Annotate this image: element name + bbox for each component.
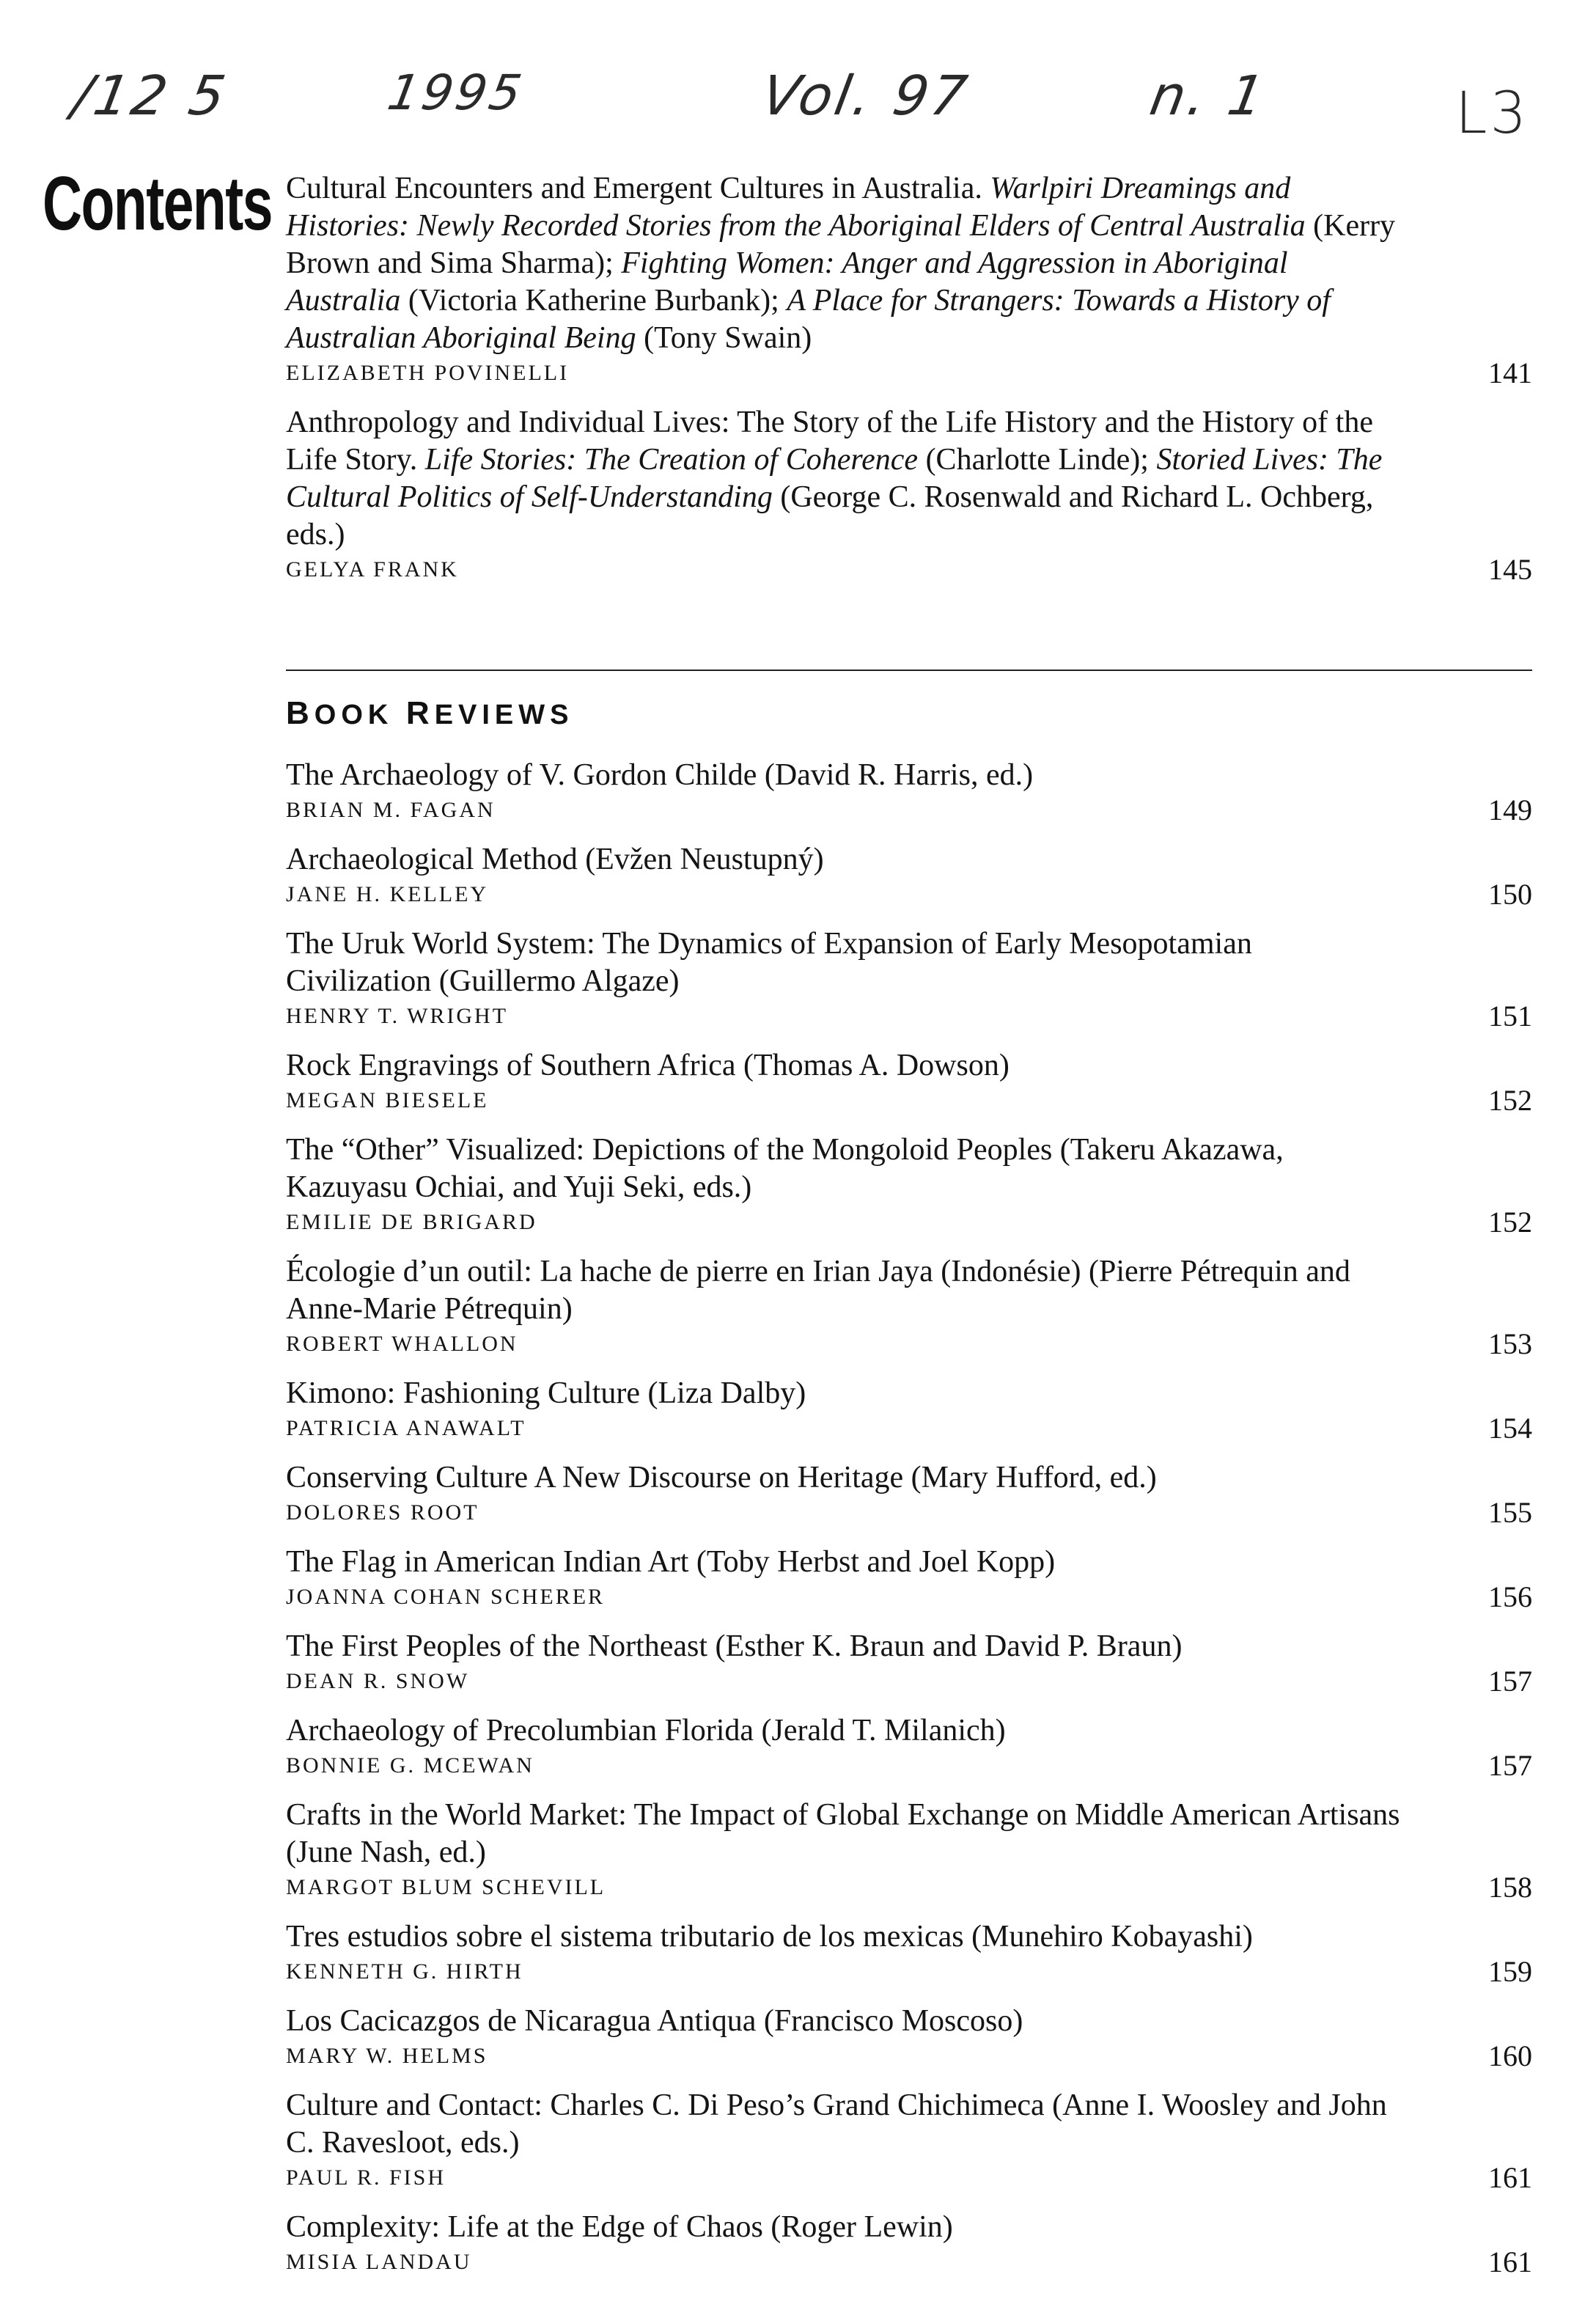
toc-entry: [286, 757, 1532, 825]
entry-page-number: 157: [1488, 1749, 1532, 1782]
entry-title: The “Other” Visualized: Depictions of the Mongoloid Peoples (Takeru Akazawa, Kazuyasu Ochiai, and Yuji Seki, eds.): [286, 1133, 1284, 1204]
entry-reviewer: MISIA LANDAU: [286, 2250, 472, 2274]
featured-essays: [286, 170, 1532, 601]
entry-reviewer: PATRICIA ANAWALT: [286, 1416, 526, 1440]
entry-title: The Archaeology of V. Gordon Childe (David R. Harris, ed.): [286, 758, 1034, 792]
entry-page-number: 158: [1488, 1871, 1532, 1904]
toc-entry: [286, 1628, 1532, 1696]
entry-title-italic-part: Life Stories: The Creation of Coherence: [424, 443, 919, 477]
toc-entry: [286, 1544, 1532, 1612]
entry-reviewer: ROBERT WHALLON: [286, 1332, 518, 1356]
entry-title: [286, 404, 1400, 554]
entry-title-part: Anthropology and Individual Lives: The Story of the Life History and the History of the Life Story.: [286, 406, 1373, 477]
entry-title: Los Cacicazgos de Nicaragua Antiqua (Francisco Moscoso): [286, 2004, 1023, 2038]
entry-reviewer: BONNIE G. MCEWAN: [286, 1753, 534, 1778]
book-reviews-heading-initial-1: B: [286, 695, 315, 731]
toc-entry: [286, 1132, 1532, 1237]
toc-entry: [286, 2087, 1532, 2193]
entry-page-number: 157: [1488, 1665, 1532, 1698]
toc-entry: [286, 841, 1532, 909]
entry-reviewer: JANE H. KELLEY: [286, 882, 489, 906]
handwritten-note-year: 1995: [383, 65, 529, 121]
entry-page-number: 152: [1488, 1206, 1532, 1239]
entry-page-number: 154: [1488, 1412, 1532, 1445]
entry-title: Écologie d’un outil: La hache de pierre en Irian Jaya (Indonésie) (Pierre Pétrequin and Anne-Marie Pétrequin): [286, 1255, 1350, 1326]
entry-reviewer: MEGAN BIESELE: [286, 1088, 489, 1112]
section-divider: [286, 670, 1532, 671]
handwritten-note-code: L3: [1455, 81, 1530, 147]
book-reviews-list: [286, 757, 1532, 2293]
entry-reviewer: MARY W. HELMS: [286, 2044, 488, 2068]
entry-title: Archaeology of Precolumbian Florida (Jerald T. Milanich): [286, 1714, 1006, 1747]
entry-reviewer: PAUL R. FISH: [286, 2165, 446, 2190]
toc-entry: [286, 404, 1532, 584]
entry-reviewer: DEAN R. SNOW: [286, 1669, 470, 1693]
book-reviews-heading-rest-2: EVIEWS: [434, 700, 574, 730]
entry-title: Tres estudios sobre el sistema tributario de los mexicas (Munehiro Kobayashi): [286, 1920, 1253, 1954]
entry-title-part: (Kerry Brown and Sima Sharma);: [286, 209, 1396, 280]
toc-entry: [286, 1797, 1532, 1902]
entry-reviewer: DOLORES ROOT: [286, 1500, 479, 1525]
entry-title-italic-part: Storied Lives: The Cultural Politics of Self-Understanding: [286, 443, 1383, 514]
toc-entry: [286, 1253, 1532, 1359]
entry-title: Complexity: Life at the Edge of Chaos (Roger Lewin): [286, 2210, 953, 2244]
entry-reviewer: ELIZABETH POVINELLI: [286, 361, 570, 385]
book-reviews-heading-rest-1: OOK: [314, 700, 406, 730]
entry-title-italic-part: A Place for Strangers: Towards a History of Australian Aboriginal Being: [286, 284, 1331, 355]
entry-page-number: 160: [1488, 2039, 1532, 2072]
entry-title: Crafts in the World Market: The Impact of Global Exchange on Middle American Artisans (June Nash, ed.): [286, 1798, 1400, 1869]
entry-page-number: 149: [1488, 793, 1532, 826]
entry-title: Culture and Contact: Charles C. Di Peso’s Grand Chichimeca (Anne I. Woosley and John C. Ravesloot, eds.): [286, 2088, 1387, 2160]
entry-page-number: 151: [1488, 1000, 1532, 1033]
toc-entry: [286, 1712, 1532, 1780]
entry-page-number: 159: [1488, 1955, 1532, 1988]
entry-title: Rock Engravings of Southern Africa (Thomas A. Dowson): [286, 1049, 1010, 1082]
handwritten-note-volume: Vol. 97: [757, 65, 974, 128]
entry-title-part: (George C. Rosenwald and Richard L. Ochberg, eds.): [286, 480, 1374, 551]
entry-title-italic-part: Fighting Women: Anger and Aggression in Aboriginal Australia: [286, 246, 1288, 318]
entry-title-part: (Victoria Katherine Burbank);: [400, 284, 787, 318]
toc-entry: [286, 2209, 1532, 2277]
entry-reviewer: JOANNA COHAN SCHERER: [286, 1585, 606, 1609]
entry-title-part: (Charlotte Linde);: [918, 443, 1157, 477]
entry-page-number: 150: [1488, 878, 1532, 911]
entry-page-number: 153: [1488, 1327, 1532, 1360]
toc-entry: [286, 2003, 1532, 2071]
entry-title-italic-part: Warlpiri Dreamings and Histories: Newly Recorded Stories from the Aboriginal Elders of Central Australia: [286, 172, 1306, 243]
entry-title: The Uruk World System: The Dynamics of Expansion of Early Mesopotamian Civilization (Guillermo Algaze): [286, 927, 1252, 998]
book-reviews-heading-initial-2: R: [405, 695, 435, 731]
entry-page-number: 161: [1488, 2245, 1532, 2278]
entry-title: The First Peoples of the Northeast (Esther K. Braun and David P. Braun): [286, 1629, 1183, 1663]
toc-entry: [286, 1459, 1532, 1527]
entry-page-number: 155: [1488, 1496, 1532, 1529]
entry-page-number: 161: [1488, 2161, 1532, 2194]
toc-entry: [286, 925, 1532, 1031]
entry-title: Kimono: Fashioning Culture (Liza Dalby): [286, 1376, 806, 1410]
entry-reviewer: EMILIE DE BRIGARD: [286, 1210, 537, 1234]
entry-reviewer: HENRY T. WRIGHT: [286, 1004, 509, 1028]
entry-reviewer: MARGOT BLUM SCHEVILL: [286, 1875, 606, 1899]
toc-entry: [286, 1918, 1532, 1987]
toc-entry: [286, 170, 1532, 388]
entry-reviewer: KENNETH G. HIRTH: [286, 1959, 523, 1984]
book-reviews-heading: [286, 695, 574, 732]
entry-page-number: 145: [1488, 553, 1532, 586]
entry-page-number: 141: [1488, 356, 1532, 389]
entry-reviewer: GELYA FRANK: [286, 557, 459, 582]
entry-title-part: Cultural Encounters and Emergent Cultures in Australia.: [286, 172, 990, 205]
contents-heading: Contents: [43, 161, 272, 246]
handwritten-note-issue: n. 1: [1145, 65, 1272, 128]
entry-title: [286, 170, 1400, 357]
entry-title: Conserving Culture A New Discourse on Heritage (Mary Hufford, ed.): [286, 1461, 1157, 1494]
entry-title-part: (Tony Swain): [636, 321, 812, 355]
entry-page-number: 152: [1488, 1084, 1532, 1117]
toc-entry: [286, 1375, 1532, 1443]
handwritten-note-number: /12 5: [67, 65, 233, 128]
entry-page-number: 156: [1488, 1580, 1532, 1613]
entry-reviewer: BRIAN M. FAGAN: [286, 798, 496, 822]
toc-entry: [286, 1047, 1532, 1115]
entry-title: The Flag in American Indian Art (Toby Herbst and Joel Kopp): [286, 1545, 1056, 1579]
entry-title: Archaeological Method (Evžen Neustupný): [286, 843, 824, 876]
